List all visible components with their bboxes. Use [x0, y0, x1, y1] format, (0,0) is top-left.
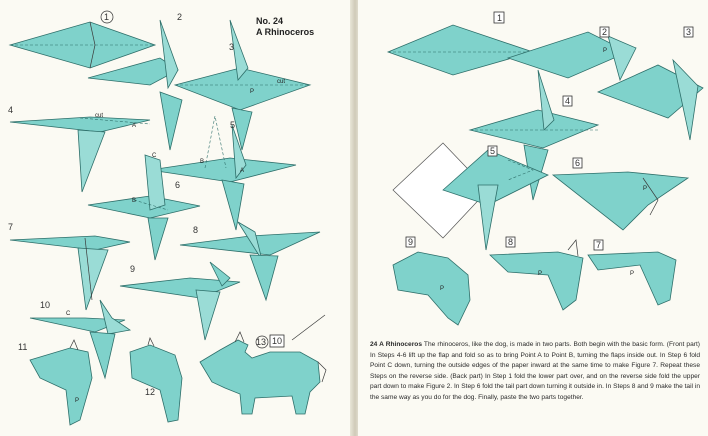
left-step-4-number: 4 [8, 105, 14, 115]
left-step-7-number: 7 [8, 222, 14, 232]
cut-label: cut [277, 79, 286, 85]
right-step-6-number: 6 [575, 158, 581, 168]
left-step-11-number: 11 [18, 342, 28, 352]
point-a-label: A [240, 168, 245, 174]
left-step-8-number: 8 [193, 225, 199, 235]
left-step-4-figure [10, 117, 150, 192]
pointer-line [292, 315, 325, 340]
left-step-1-figure [10, 22, 155, 68]
model-name: A Rhinoceros [256, 27, 315, 37]
right-page [358, 0, 708, 436]
left-step-13-number: 13 [256, 337, 267, 347]
cut-label: cut [95, 113, 104, 119]
caption-lead: 24 A Rhinoceros [370, 341, 422, 348]
right-step-7-figure [588, 252, 676, 305]
model-number: No. 24 [256, 16, 284, 26]
point-b-label: B [132, 198, 137, 204]
right-step-7-number: 7 [596, 240, 602, 250]
right-step-1-figure [388, 25, 533, 75]
left-step-7-figure [10, 236, 130, 310]
right-step-9-figure [393, 252, 470, 325]
right-step-5-number: 5 [490, 146, 496, 156]
point-a-label: A [132, 123, 137, 129]
right-step-8-number: 8 [508, 237, 514, 247]
point-p-label: P [440, 286, 445, 292]
left-step-9-figure [120, 262, 240, 340]
right-step-1-number: 1 [497, 13, 503, 23]
left-diagrams [0, 0, 352, 436]
page-title [256, 16, 314, 38]
point-p-label: P [643, 186, 648, 192]
left-step-5-number: 5 [230, 120, 236, 130]
point-p-label: P [630, 271, 635, 277]
right-step-4-number: 4 [565, 96, 571, 106]
left-step-11-figure [30, 340, 92, 425]
left-step-2-number: 2 [177, 12, 183, 22]
left-step-3-number: 3 [229, 42, 235, 52]
left-step-3-figure [175, 20, 310, 150]
point-c-label: C [66, 311, 71, 317]
right-step-2-number: 2 [602, 27, 608, 37]
right-step-3-number: 3 [686, 27, 692, 37]
left-step-12-figure [130, 338, 182, 422]
left-step-1-number: 1 [104, 12, 110, 22]
right-step-6-figure [553, 172, 688, 230]
right-step-8-figure [490, 240, 583, 310]
left-page [0, 0, 352, 436]
right-step-2-figure [508, 32, 636, 80]
right-step-5-figure [393, 143, 548, 250]
instructions-caption [370, 340, 700, 404]
point-c-label: C [152, 153, 157, 159]
left-step-6-number: 6 [175, 180, 181, 190]
left-step-9-number: 9 [130, 264, 136, 274]
left-step-10-number: 10 [40, 300, 51, 310]
left-step-12-number: 12 [145, 387, 156, 397]
point-p-label: P [603, 48, 608, 54]
right-step-9-number: 9 [408, 237, 414, 247]
left-step-10-box-number: 10 [272, 336, 283, 346]
point-p-label: P [250, 89, 255, 95]
point-p-label: P [75, 398, 80, 404]
caption-text: The rhinoceros, like the dog, is made in two parts. Both begin with the basic form. (Front part) In Steps 4-6 lift up the flap and fold so as to bring Point A to Point B, turning the flaps inside out. In Step 6 fold Point C down, turning the outside edges of the paper inward at the same time to make Figure 7. Repeat these Steps on the reverse side. (Back part) In Step 1 fold the lower part over, and on the reverse side fold the upper part down to make Figure 2. In Step 6 fold the tail part down turning it outside in. In Steps 8 and 9 make the tail in the same way as you do for the dog. Finally, paste the two parts together. [370, 341, 700, 401]
right-step-3-figure [598, 60, 703, 140]
point-p-label: P [538, 271, 543, 277]
point-b-label: B [200, 159, 205, 165]
